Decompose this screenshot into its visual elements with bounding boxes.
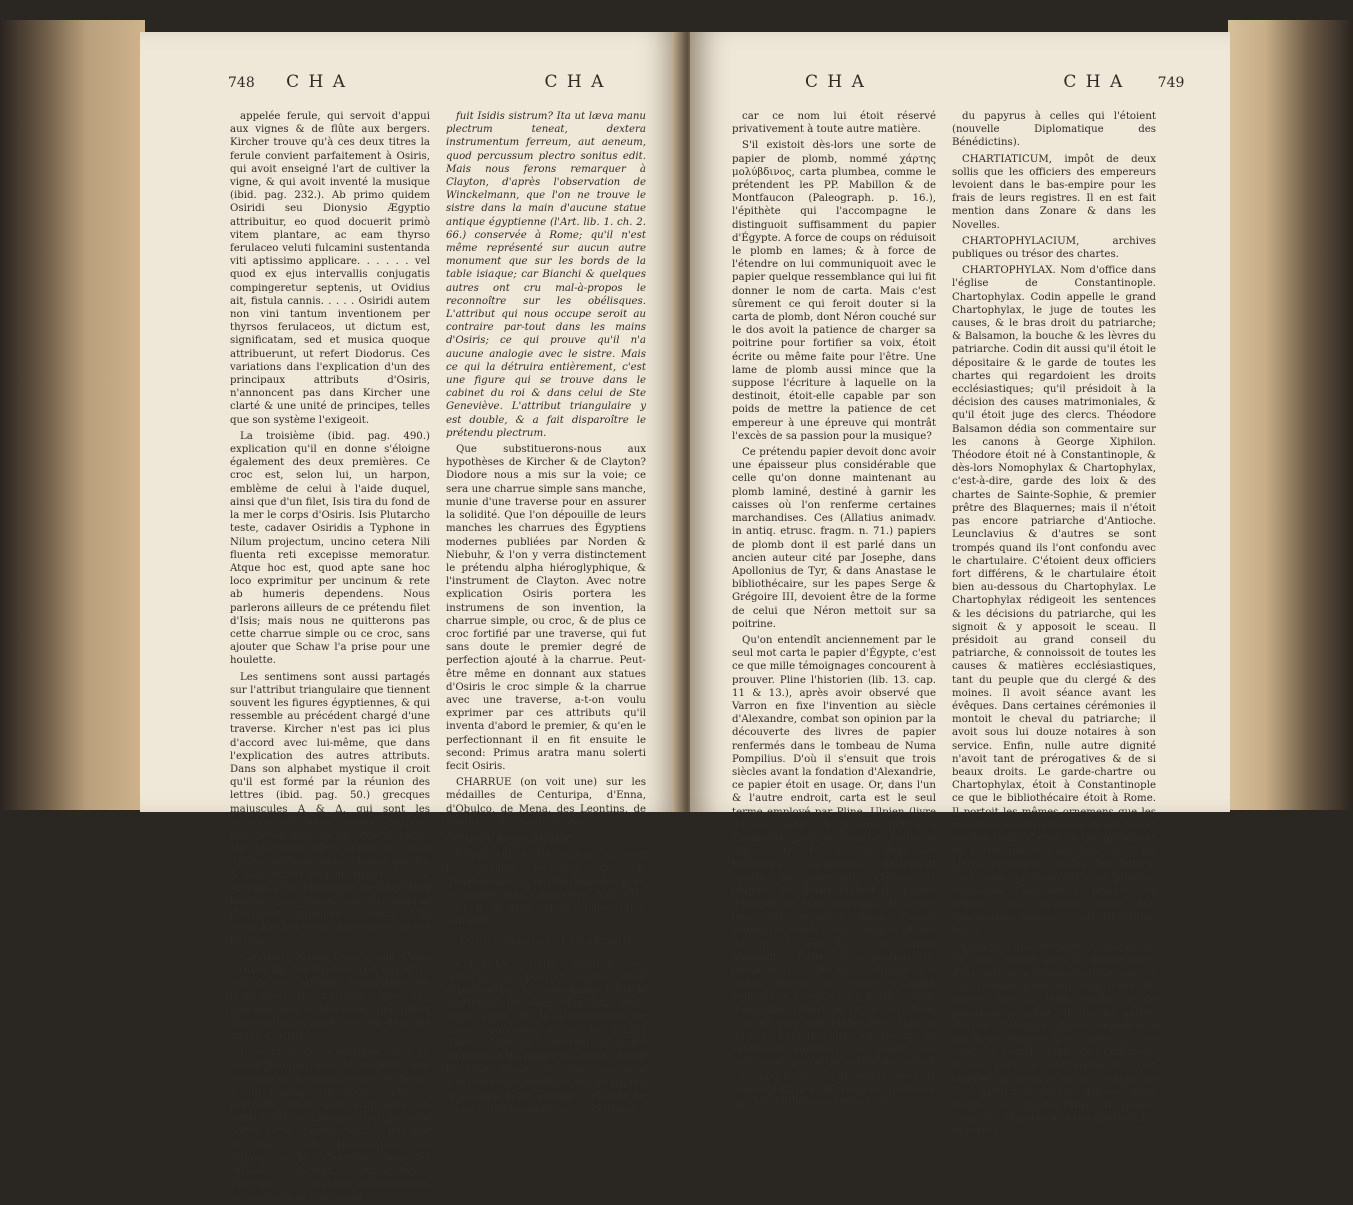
paragraph: La troisième (ibid. pag. 490.) explication qu'il en donne s'éloigne également des deux premières. Ce croc est, selon lui, un harpon, emblème de celui à l'aide duquel, ainsi que d'un filet, Isis tira du fond de la mer le corps d'Osiris. Isis Plutarcho teste, cadaver Osiridis a Typhone in Nilum projectum, uncino cetera Nili fluenta reti excepisse memoratur. Atque hoc est, quod apte sane hoc loco exprimitur per uncinum & rete ab humeris dependens. Nous parlerons ailleurs de ce prétendu filet d'Isis; mais nous ne quitterons pas cette charrue simple ou ce croc, sans ajouter que Schaw l'a prise pour une houlette.: [230, 430, 430, 667]
left-page-number: 748: [228, 75, 255, 91]
right-running-head: [805, 72, 1184, 92]
paragraph: du papyrus à celles qui l'étoient (nouvelle Diplomatique des Bénédictins).: [952, 111, 1156, 149]
right-col-2: [952, 110, 1156, 1138]
paragraph: car ce nom lui étoit réservé privativement à toute autre matière.: [732, 111, 936, 136]
right-col-1: [732, 110, 936, 1109]
entry-chartarius: CHARTARIUS. Cet officier exerçoit les mêmes fonctions que le Chartophylax & le Chartularius. Il en est parlé dans Cassiodore (Var. VIII. 23.); & on lisoit à Rome l'inscription suivante:: [446, 850, 646, 928]
left-page-edges: [0, 20, 145, 810]
left-col-1: [230, 110, 430, 1204]
left-page: [140, 32, 680, 1204]
paragraph: Les sentimens sont aussi partagés sur l'attribut triangulaire que tiennent souvent les figures égyptiennes, & qui ressemble au précédent chargé d'une traverse. Kircher n'est pas ici plus d'accord avec lui-même, que dans l'explication des autres attributs. Dans son alphabet mystique il croit qu'il est formé par la réunion des lettres (ibid. pag. 50.) grecques majuscules A & Δ, qui sont les initiales des mots Ἀγαθὸς Δαίμων, bon génie, surnom du serpent sacré. Hic character idem significat, quod Ἀγαθὸς Δαίμων, id est, bonus genius; & componitur ex binis litteris A & Δ. Ailleurs c'est l'emblème de l'alphabet littéral, par lequel on en désigne l'invention attribuée à Osiris. L'A, selon Kircher, étoit la première de ces lettres.: [230, 671, 430, 947]
entry-chartes: CHARTES. Toute matière sur laquelle on pouvoit écrire, étoit exprimée par le mot charta. C'est le sentiment de dom Mabillon. De-là vient, selon lui, la dénomination de charte, commune à tous les genres d'actes. Mais ne l'auroit-on pas plutôt empruntée du papier d'Égypte? Avant le VIIIe siècle, on avoit coutume d'expédier les diplômes sur ce papier, & jusqu'à cette époque c'étoit-là ce qu'on appeloit charta par excellence;: [446, 958, 646, 1115]
paragraph: Clayton (Journal from grand Cairo written by the Prefecto of Egypt.) a fait de cet attribut triangulaire un instrument de musique, que l'on touchoit avec le plectrum, ou crochet placé ordinairement avec lui dans les mains d'Osiris.: [230, 951, 430, 1043]
entry-charta: CHARTA. Voyez PAPIER.: [446, 833, 574, 845]
paragraph: Ce prétendu papier devoit donc avoir une épaisseur plus considérable que celle qu'on donne maintenant au plomb laminé, destiné à garnir les caisses où l'on renferme certaines marchandises. Ces (Allatius animadv. in antiq. etrusc. fragm. n. 71.) papiers de plomb dont il est parlé dans un ancien auteur cité par Josephe, dans Apollonius de Tyr, & dans Anastase le bibliothécaire, sur les papes Serge & Grégoire III, devoient être de la forme de celui que Néron mettoit sur sa poitrine.: [732, 447, 936, 630]
left-head-b: C H A: [544, 72, 606, 92]
right-page-number: 749: [1157, 75, 1185, 91]
paragraph: Qu'on entendît anciennement par le seul mot carta le papier d'Égypte, c'est ce que mille témoignages concourent à prouver. Pline l'historien (lib. 13. cap. 11 & 13.), après avoir observé que Varron en fixe l'invention au siècle d'Alexandre, combat son opinion par la découverte des livres de papier renfermés dans le tombeau de Numa Pompilius. D'où il s'ensuit que trois siècles avant la fondation d'Alexandrie, ce papier étoit en usage. Or, dans l'un & l'autre endroit, carta est le seul terme employé par Pline. Ulpien (livre 39 sur l'édit), S. Jérôme (lettre à Cromace), Jovin & Eusèbe, Justinien (lib. 2. tit. 10. §. 12.) dans ses Institutes, distinguent nettement charta du parchemin. Comme la plupart des livres étoient de papier d'Égypte, le nom générique de cartes leur fut appliqué dans l'usage ordinaire: in usu plerique libros (ff. lib. 32. tit. 3. leg. 52. §. 4.) cartas appellant. Cette dénomination ne passa sans doute au parchemin que quand l'usage du papier d'Égypte commença à tomber. Le texte allégué d'Anastase (Anast. in vit. S. Sylv. tom. 1. p. 43. nov. edit. Maffei Istor. Dipl. p. 60.) le bibliothécaire, en faveur du sentiment contraire, ne paroît pas concluant, parce qu'au-lieu de mettre en opposition le parchemin avec le papier d'Égypte, il n'oppose peut-être que les feuilles non travaillées: [732, 634, 936, 1109]
right-columns: [732, 110, 1156, 1138]
entry-chartophylacium: CHARTOPHYLACIUM, archives publiques ou trésor des chartes.: [952, 235, 1156, 261]
left-columns: [230, 110, 646, 1204]
left-running-head: [228, 72, 605, 92]
left-head-a: C H A: [286, 72, 348, 92]
paragraph: appelée ferule, qui servoit d'appui aux vignes & de flûte aux bergers. Kircher trouve qu'à ces deux titres la ferule convient parfaitement à Osiris, qui avoit enseigné l'art de cultiver la vigne, & qui avoit inventé la musique (ibid. pag. 232.). Ab primo quidem Osiridi seu Dionysio Ægyptio attribuitur, eo quod docuerit primò vitem plantare, ac eam thyrso ferulaceo veluti fulcamini sustentanda viti aptissimo applicare. . . . . . vel quod ex ejus intervallis conjugatis compingeretur septenis, ut Ovidius ait, fistula cannis. . . . . Osiridi autem non vini tantum inventionem per thyrsos ferulaceos, ut dictum est, significatam, sed et musica quoque attribuerunt, ut refert Diodorus. Ces variations dans l'explication d'un des principaux attributs d'Osiris, n'annoncent pas dans Kircher une clarté & une unité de principes, telles que son système l'exigeoit.: [230, 111, 430, 426]
left-col-2: [446, 110, 646, 1115]
paragraph: S'il existoit dès-lors une sorte de papier de plomb, nommé χάρτης μολύβδινος, carta plumbea, comme le prétendent les PP. Mabillon & de Montfaucon (Paleograph. p. 16.), l'épithète qui l'accompagne le distinguoit suffisamment du papier d'Égypte. A force de coups on réduisoit le plomb en lames; & à force de l'étendre on lui communiquoit avec le papier quelque ressemblance qui lui fit donner le nom de carta. Mais c'est sûrement ce qui feroit douter si la carta de plomb, dont Néron couché sur le dos avoit la patience de charger sa poitrine pour fortifier sa voix, étoit écrite ou même faite pour l'être. Une lame de plomb aussi mince que la suppose l'écriture à laquelle on la destinoit, étoit-elle capable par son poids de mettre la patience de cet empereur à une épreuve qui montrât l'excès de sa passion pour la musique?: [732, 140, 936, 442]
entry-chartiaticum: CHARTIATICUM, impôt de deux sollis que les officiers des empereurs levoient dans le bas-empire pour les frais de leurs registres. Il en est fait mention dans Zonare & dans les Novelles.: [952, 153, 1156, 231]
right-page-edges: [1228, 20, 1353, 810]
paragraph: Quelques-uns écrivent Cartophylax. Ce mot, moitié latin & moitié grec, s'est formé à Constantinople depuis que l'empire y eut été transporté, de χάρτα, fait du latin charta, & de φύλακος, je garde. Il signifie garde-chartre. C'étoit un officier préposé à la garde des chartes & des actes. Il y en avoit un pour le palais de l'empereur, & un pour le patriarche & pour l'église, qui avoient encore chacun un nom particulier, comme il paroît dans Codin. Le Chartophylax du palais s'appeloit registrator, celui qui tient les registres;: [952, 941, 1156, 1138]
right-head-a: C H A: [805, 72, 866, 92]
inscription: LOCUS VALERIANI CHARTARII: [460, 937, 632, 948]
paragraph: fuit Isidis sistrum? Ita ut læva manu plectrum teneat, dextera instrumentum ferreum, aut aeneum, quod percussum plectro sonitus edit. Mais nous ferons remarquer à Clayton, d'après l'observation de Winckelmann, que l'on ne trouve le sistre dans la main d'aucune statue antique égyptienne (l'Art. lib. 1. ch. 2. 66.) conservée à Rome; qu'il n'est même représenté sur aucun autre monument que sur les bords de la table isiaque; car Bianchi & quelques autres ont cru mal-à-propos le reconnoître sur les obélisques. L'attribut qui nous occupe seroit au contraire par-tout dans les mains d'Osiris; ce qui prouve qu'il n'a aucune analogie avec le sistre. Mais ce qui la détruira entièrement, c'est une figure qui se trouve dans le cabinet du roi & dans celui de Ste Geneviève. L'attribut triangulaire y est double, & a fait disparoître le prétendu plectrum.: [446, 111, 646, 439]
entry-charrue: CHARRUE (on voit une) sur les médailles de Centuripa, d'Enna, d'Obulco, de Mena, des Leontins, de Panorme, des Siciliens, &c.: [446, 777, 646, 828]
paragraph: L'invention de la musique, dont on faisoit honneur à ce héros déifié, une ressemblance éloignée avec le fistre, & un passage de Spon relatif au prétendu fouet qu'il croit être un instrument de musique, ont pu faire naître cette opinion. Voici le passage de Spon. (18e Dissertation, ou réponse à M. Chatillon dans les Miscell. Erudit. Antiquitatis.) Flagrum. . . . . nisi hoc instrumentum musicum dicas cujusmodi: [230, 1047, 430, 1204]
paragraph: Que substituerons-nous aux hypothèses de Kircher & de Clayton? Diodore nous a mis sur la voie; ce sera une charrue simple sans manche, munie d'une traverse pour en assurer la solidité. Que l'on dépouille de leurs manches les charrues des Égyptiens modernes publiées par Norden & Niebuhr, & l'on y verra distinctement le prétendu alpha hiéroglyphique, & l'instrument de Clayton. Avec notre explication Osiris portera les instrumens de son invention, la charrue simple, ou croc, & de plus ce croc fortifié par une traverse, qui fut sans doute le premier degré de perfection ajouté à la charrue. Peut-être même en donnant aux statues d'Osiris le croc simple & la charrue avec une traverse, a-t-on voulu exprimer par ces attributs qu'il inventa d'abord le premier, & qu'en le perfectionnant il en fit ensuite le second: Primus aratra manu solerti fecit Osiris.: [446, 444, 646, 772]
entry-chartophylax: CHARTOPHYLAX. Nom d'office dans l'église de Constantinople. Chartophylax. Codin appelle le grand Chartophylax, le juge de toutes les causes, & le bras droit du patriarche; & Balsamon, la bouche & les lèvres du patriarche. Codin dit aussi qu'il étoit le dépositaire & le garde de toutes les chartes qui regardoient les droits ecclésiastiques; qu'il présidoit à la décision des causes matrimoniales, & qu'il étoit juge des clercs. Théodore Balsamon dédia son commentaire sur les canons à George Xiphilon. Théodore étoit né à Constantinople, & dès-lors Nomophylax & Chartophylax, c'est-à-dire, garde des loix & des chartes de Sainte-Sophie, & premier prêtre des Blaquernes; mais il n'étoit pas encore patriarche d'Antioche. Leunclavius & d'autres se sont trompés quand ils l'ont confondu avec le chartulaire. C'étoient deux officiers fort différens, & le chartulaire étoit bien au-dessous du Chartophylax. Le Chartophylax rédigeoit les sentences & les décisions du patriarche, qui les signoit & y apposoit le sceau. Il présidoit au grand conseil du patriarche, & connoissoit de toutes les causes & matières ecclésiastiques, tant du peuple que du clergé & des moines. Il avoit séance avant les évêques. Dans certaines cérémonies il montoit le cheval du patriarche; il avoit sous lui douze notaires à son service. Enfin, nulle autre dignité n'avoit tant de prérogatives & de si beaux droits. Le garde-chartre ou Chartophylax, étoit à Constantinople ce que le bibliothécaire étoit à Rome. Il portoit les mêmes ornemens que les ministres ecclésiastiques, & en faisoit les fonctions. C'étoit lui qui présentoit au patriarche tous les évêques & les clercs étrangers, toutes les lettres, tous ceux qui devoient être pourvus d'évêchés, d'abbayes, ou promus aux ordres: tous devoient avoir son approbation (Anastasi. ad VIII Synod. act. 2.).: [952, 265, 1156, 937]
right-page: [690, 32, 1230, 1138]
right-head-b: C H A: [1063, 72, 1125, 92]
